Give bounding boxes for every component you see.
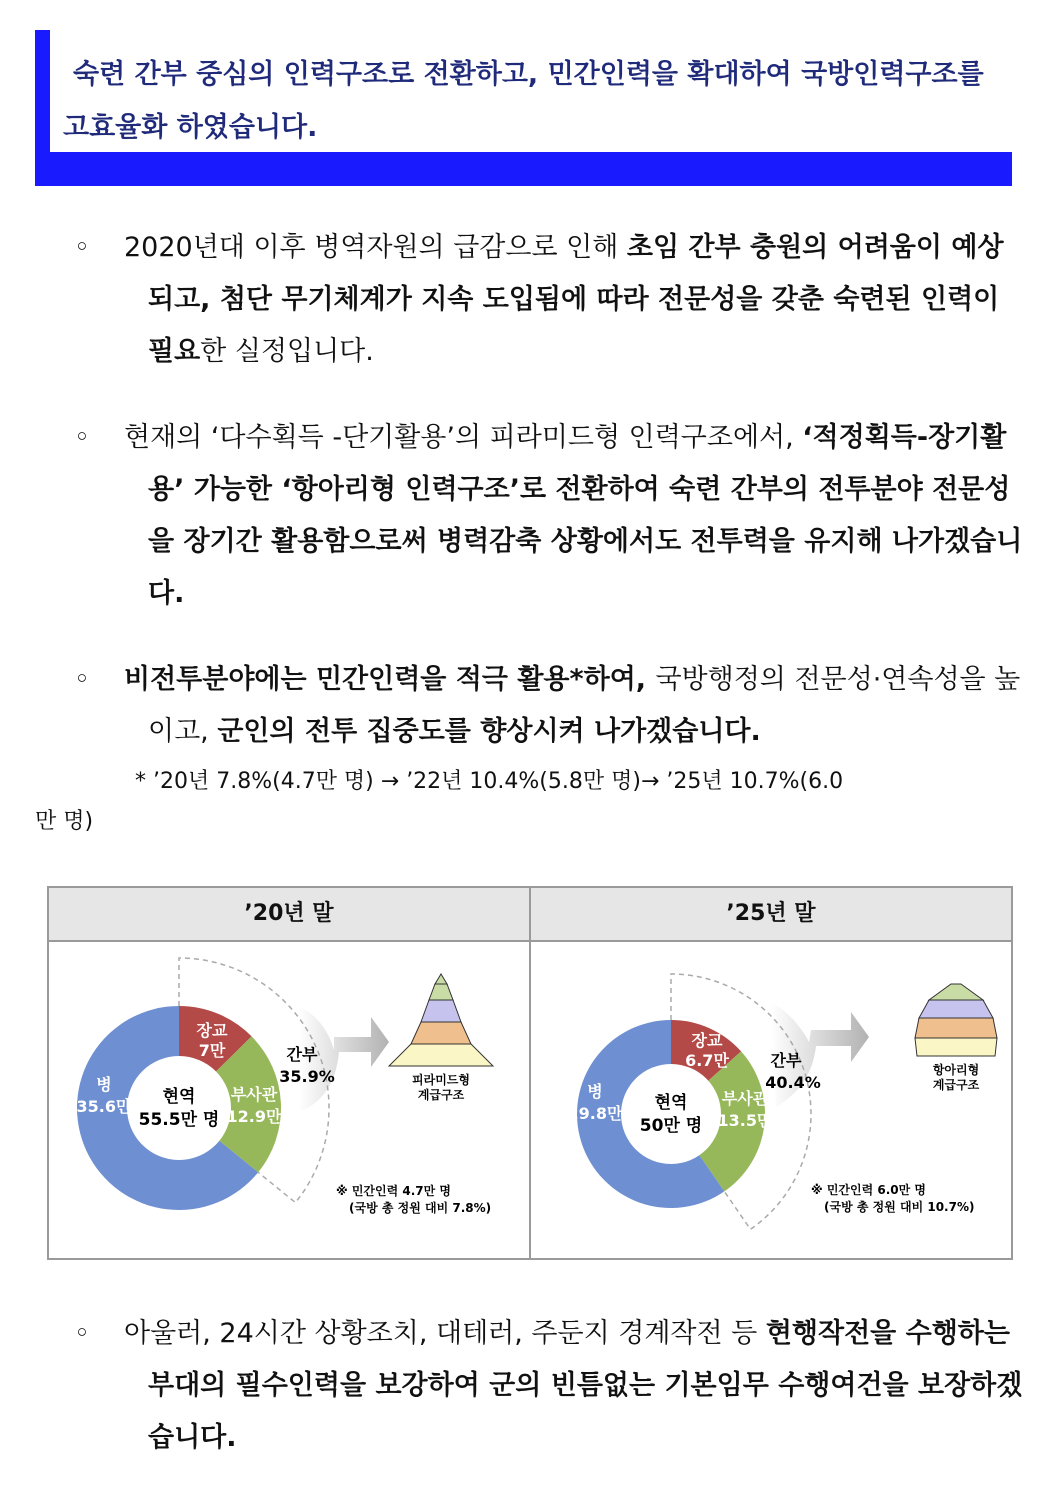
header-bottom-bar	[35, 152, 1012, 186]
civilian-note-1: ※ 민간인력 6.0만 명	[811, 1183, 927, 1197]
bullet: ◦	[74, 232, 90, 263]
para1-text-3: 한 실정입니다.	[200, 336, 374, 367]
chart-heading-2020: ’20년 말	[49, 888, 529, 942]
para2-text-1: 현재의 ‘다수획득 -단기활용’의 피라미드형 인력구조에서,	[124, 422, 803, 453]
donut-chart-2020	[49, 942, 529, 1258]
slice-label-officer: 장교	[196, 1021, 228, 1040]
para4-text-bold: 현행작전을 수행하는 부대의 필수인력을 보강하여 군의 빈틈없는 기본임무 수행여건을 보장하겠습니다.	[148, 1318, 1023, 1453]
slice-value-nco: 13.5만	[717, 1111, 773, 1130]
slice-value-enlisted: 35.6만	[76, 1097, 132, 1116]
civilian-note-2: (국방 총 정원 대비 10.7%)	[824, 1200, 975, 1214]
slice-value-officer: 6.7만	[685, 1051, 729, 1070]
slice-label-officer: 장교	[691, 1031, 723, 1050]
para1-text-bold: 초임 간부 충원의 어려움이 예상되고, 첨단 무기체계가 지속 도입됨에 따라 전문성을 갖춘 숙련된 인력이 필요	[148, 232, 1004, 367]
header-box	[35, 30, 1012, 186]
slice-value-enlisted: 29.8만	[567, 1104, 623, 1123]
shape-label-2: 계급구조	[932, 1078, 980, 1092]
cadre-percent: 40.4%	[765, 1073, 821, 1092]
chart-box	[47, 886, 1013, 1260]
para2-text-bold: ‘적정획득-장기활용’ 가능한 ‘항아리형 인력구조’로 전환하여 숙련 간부의 전투분야 전문성을 장기간 활용함으로써 병력감축 상황에서도 전투력을 유지해 나가겠습니다.	[148, 422, 1023, 609]
footnote	[35, 762, 1030, 842]
para3-text-bold-3: 군인의 전투 집중도를 향상시켜 나가겠습니다.	[217, 716, 761, 747]
donut-chart-2025	[531, 942, 1011, 1258]
donut-hole	[621, 1064, 721, 1164]
paragraph-1	[74, 222, 1024, 378]
para3-text-bold-1: 비전투분야에는 민간인력을 적극 활용*하여,	[124, 664, 656, 695]
para4-text-1: 아울러, 24시간 상황조치, 대테러, 주둔지 경계작전 등	[124, 1318, 766, 1349]
bullet: ◦	[74, 1318, 90, 1349]
footnote-line-2: 만 명)	[35, 809, 94, 834]
pyramid-icon	[389, 974, 493, 1066]
para1-text-1: 2020년대 이후 병역자원의 급감으로 인해	[124, 232, 627, 263]
slice-value-officer: 7만	[198, 1041, 226, 1060]
slice-label-enlisted: 병	[96, 1075, 112, 1094]
slice-value-nco: 12.9만	[226, 1107, 282, 1126]
cadre-percent: 35.9%	[279, 1067, 335, 1086]
jar-icon	[915, 984, 997, 1056]
header-title: 숙련 간부 중심의 인력구조로 전환하고, 민간인력을 확대하여 국방인력구조를 고효율화 하였습니다.	[63, 59, 984, 143]
paragraph-2	[74, 412, 1024, 620]
slice-label-nco: 부사관	[230, 1085, 278, 1104]
footnote-line-1: * ’20년 7.8%(4.7만 명) → ’22년 10.4%(5.8만 명)→ ’25년 10.7%(6.0	[135, 769, 844, 794]
bullet: ◦	[74, 422, 90, 453]
shape-label-2: 계급구조	[417, 1088, 465, 1102]
chart-heading-2025: ’25년 말	[531, 888, 1011, 942]
center-label-2: 55.5만 명	[138, 1110, 220, 1130]
center-label-1: 현역	[162, 1087, 196, 1107]
slice-label-enlisted: 병	[587, 1082, 603, 1101]
paragraph-3	[74, 654, 1024, 758]
cadre-label: 간부	[286, 1045, 318, 1064]
shape-label-1: 피라미드형	[412, 1073, 470, 1087]
donut-hole	[127, 1056, 231, 1160]
paragraph-4	[74, 1308, 1024, 1464]
cadre-label: 간부	[770, 1051, 802, 1070]
civilian-note-1: ※ 민간인력 4.7만 명	[336, 1184, 452, 1198]
center-label-1: 현역	[654, 1093, 688, 1113]
bullet: ◦	[74, 664, 90, 695]
civilian-note-2: (국방 총 정원 대비 7.8%)	[349, 1201, 492, 1215]
para3-text-2: 국방행정의 전문성·연속성을 높이고,	[148, 664, 1021, 747]
shape-label-1: 항아리형	[932, 1063, 980, 1077]
center-label-2: 50만 명	[639, 1116, 703, 1136]
slice-label-nco: 부사관	[721, 1089, 769, 1108]
